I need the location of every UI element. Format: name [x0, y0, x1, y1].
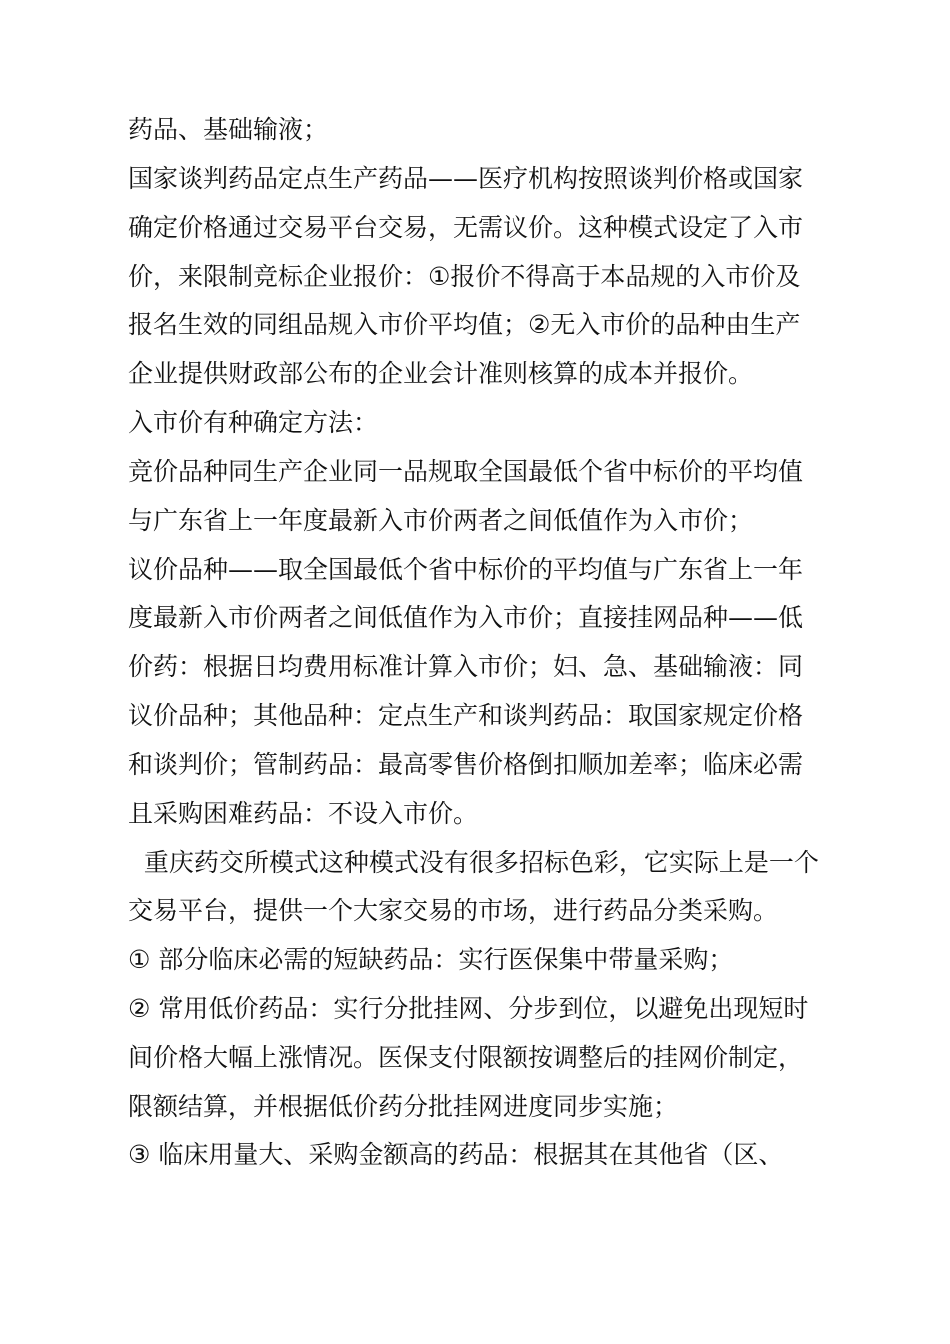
- text-line: 交易平台，提供一个大家交易的市场，进行药品分类采购。: [128, 896, 779, 925]
- text-line: 且采购困难药品：不设入市价。: [128, 799, 479, 828]
- text-line: ① 部分临床必需的短缺药品：实行医保集中带量采购；: [128, 945, 734, 974]
- text-line: 竞价品种同生产企业同一品规取全国最低个省中标价的平均值: [128, 457, 804, 486]
- text-line: 确定价格通过交易平台交易，无需议价。这种模式设定了入市: [128, 213, 804, 242]
- text-line: 报名生效的同组品规入市价平均值；②无入市价的品种由生产: [128, 310, 801, 339]
- text-line: 度最新入市价两者之间低值作为入市价；直接挂网品种——低: [128, 603, 804, 632]
- text-line: 药品、基础输液；: [128, 115, 329, 144]
- text-line: 企业提供财政部公布的企业会计准则核算的成本并报价。: [128, 359, 754, 388]
- text-line: 限额结算，并根据低价药分批挂网进度同步实施；: [128, 1092, 679, 1121]
- text-line: 和谈判价；管制药品：最高零售价格倒扣顺加差率；临床必需: [128, 750, 804, 779]
- text-line: 价，来限制竞标企业报价：①报价不得高于本品规的入市价及: [128, 262, 801, 291]
- text-line: ③ 临床用量大、采购金额高的药品：根据其在其他省（区、: [128, 1140, 784, 1169]
- text-line: 与广东省上一年度最新入市价两者之间低值作为入市价；: [128, 506, 754, 535]
- text-line: ② 常用低价药品：实行分批挂网、分步到位，以避免出现短时: [128, 994, 809, 1023]
- text-line: 价药：根据日均费用标准计算入市价；妇、急、基础输液：同: [128, 652, 804, 681]
- text-line: 议价品种——取全国最低个省中标价的平均值与广东省上一年: [128, 555, 804, 584]
- text-line: 议价品种；其他品种：定点生产和谈判药品：取国家规定价格: [128, 701, 804, 730]
- text-line: 重庆药交所模式这种模式没有很多招标色彩，它实际上是一个: [128, 848, 819, 877]
- text-line: 入市价有种确定方法：: [128, 408, 379, 437]
- text-line: 间价格大幅上涨情况。医保支付限额按调整后的挂网价制定，: [128, 1043, 804, 1072]
- text-line: 国家谈判药品定点生产药品——医疗机构按照谈判价格或国家: [128, 164, 804, 193]
